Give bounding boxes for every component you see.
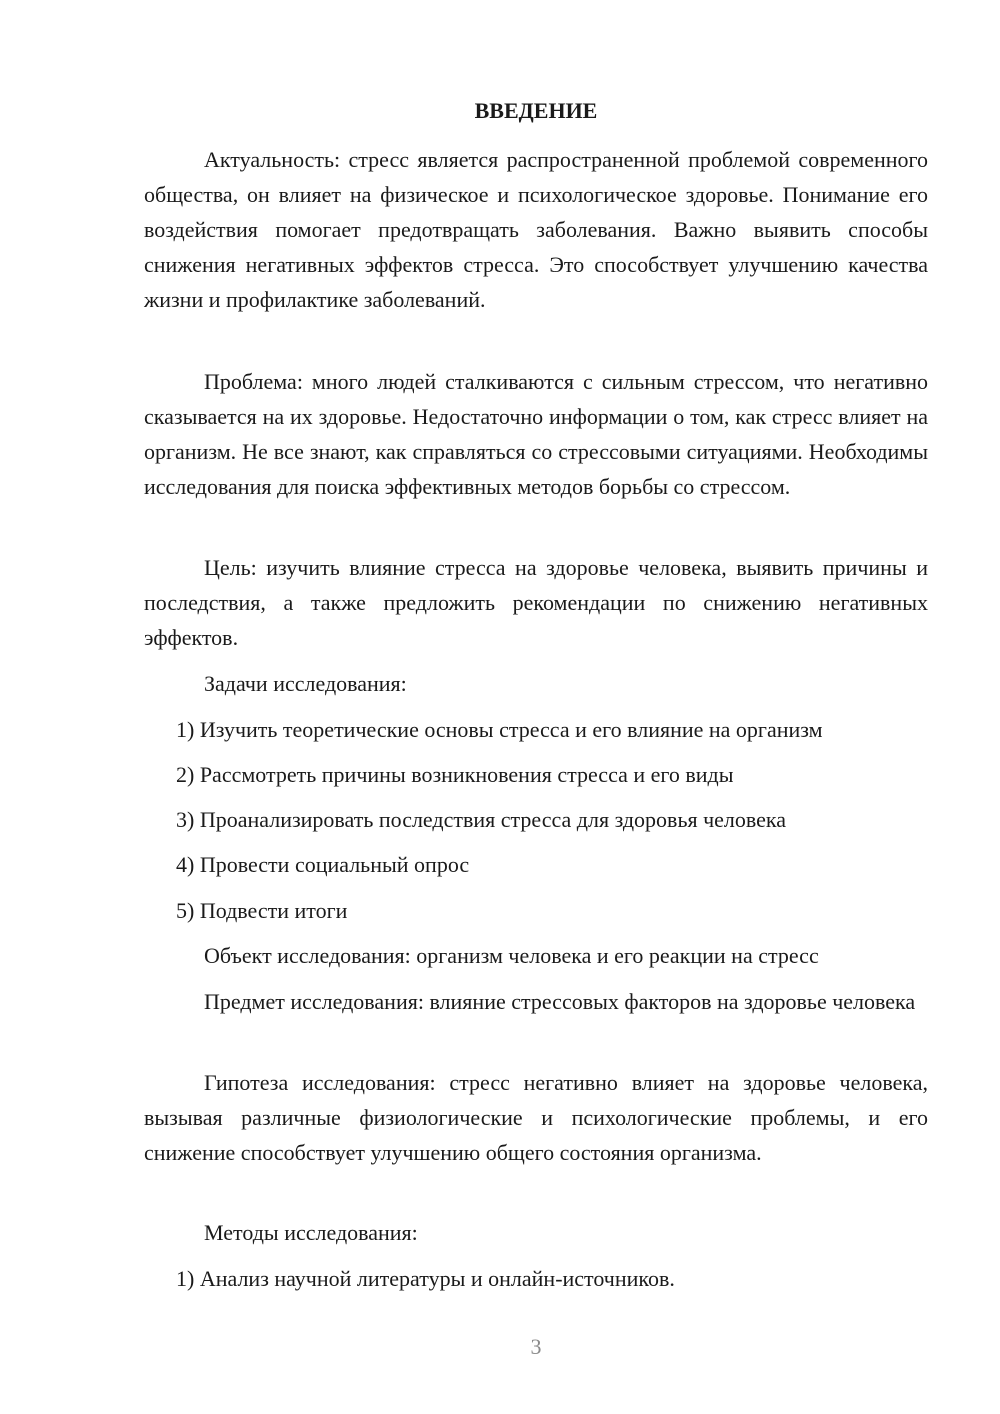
tasks-heading: Задачи исследования:	[204, 671, 407, 696]
task-item: 1) Изучить теоретические основы стресса и его влияние на организм	[176, 717, 823, 742]
subject-paragraph: Предмет исследования: влияние стрессовых факторов на здоровье человека	[204, 989, 916, 1014]
task-item: 2) Рассмотреть причины возникновения стресса и его виды	[176, 762, 734, 787]
relevance-paragraph: Актуальность: стресс является распространенной проблемой современного общества, он влияет на физическое и психологическое здоровье. Понимание его воздействия помогает предотвращать заболевания. Важно выявить способы снижения негативных эффектов стресса. Это способствует улучшению качества жизни и профилактике заболеваний.	[144, 147, 928, 312]
goal-paragraph: Цель: изучить влияние стресса на здоровье человека, выявить причины и последствия, а также предложить рекомендации по снижению негативных эффектов.	[144, 555, 928, 650]
task-item: 3) Проанализировать последствия стресса для здоровья человека	[176, 807, 787, 832]
object-line: Объект исследования: организм человека и его реакции на стресс	[204, 943, 819, 968]
problem-paragraph: Проблема: много людей сталкиваются с сильным стрессом, что негативно сказывается на их здоровье. Недостаточно информации о том, как стресс влияет на организм. Не все знают, как справляться со стрессовыми ситуациями. Необходимы исследования для поиска эффективных методов борьбы со стрессом.	[144, 369, 928, 499]
hypothesis-paragraph: Гипотеза исследования: стресс негативно влияет на здоровье человека, вызывая различные физиологические и психологические проблемы, и его снижение способствует улучшению общего состояния организма.	[144, 1070, 928, 1165]
task-item: 5) Подвести итоги	[176, 898, 348, 923]
methods-heading: Методы исследования:	[204, 1220, 418, 1245]
task-item: 4) Провести социальный опрос	[176, 852, 470, 877]
method-item: 1) Анализ научной литературы и онлайн-источников.	[176, 1266, 675, 1291]
page-number: 3	[530, 1334, 542, 1359]
page-title: ВВЕДЕНИЕ	[474, 98, 598, 123]
